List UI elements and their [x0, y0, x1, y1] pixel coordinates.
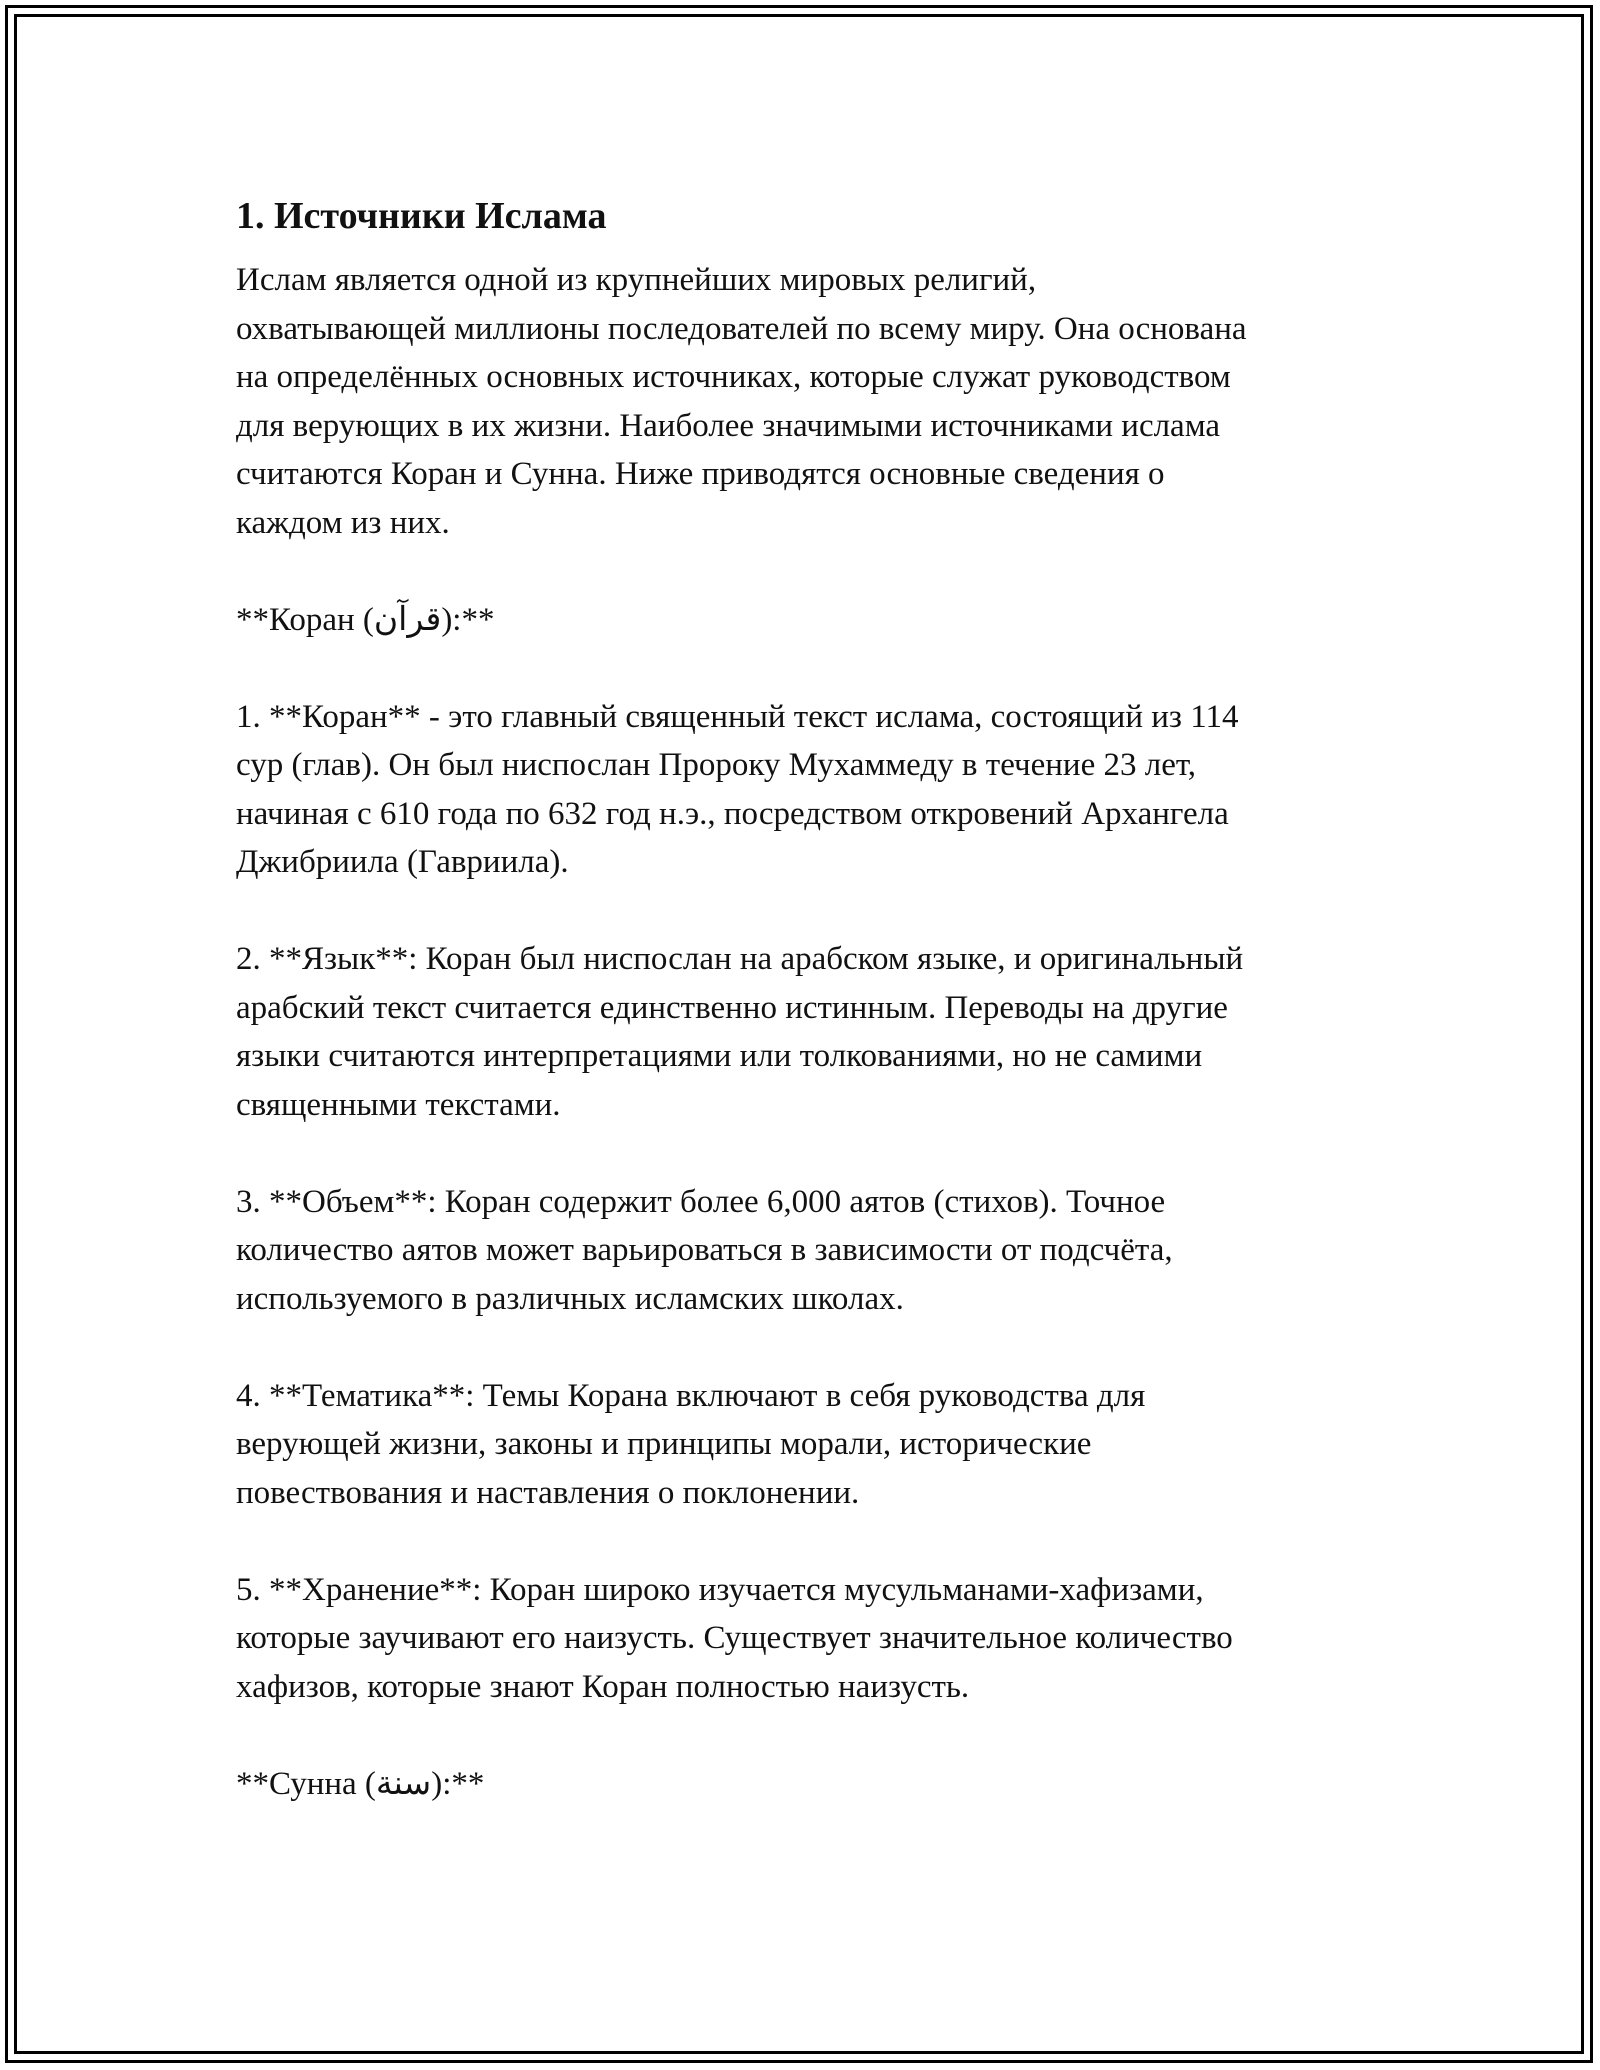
document-title: 1. Источники Ислама — [236, 195, 607, 237]
sunna-heading: **Сунна (سنة):** — [236, 1765, 485, 1802]
paragraph-spacer — [236, 1129, 1396, 1178]
list-item-language: 2. **Язык**: Коран был ниспослан на арабском языке, и оригинальный арабский текст считается единственно истинным. Переводы на другие языки считаются интерпретациями или толкованиями, но не самими священными текстами. — [236, 941, 1244, 1123]
intro-paragraph: Ислам является одной из крупнейших мировых религий, охватывающей миллионы последователей по всему миру. Она основана на определённых основных источниках, которые служат руководством для верующих в их жизни. Наиболее значимыми источниками ислама считаются Коран и Сунна. Ниже приводятся основные сведения о каждом из них. — [236, 262, 1247, 541]
paragraph-spacer — [236, 547, 1396, 596]
list-item-quran: 1. **Коран** - это главный священный текст ислама, состоящий из 114 сур (глав). Он был ниспослан Пророку Мухаммеду в течение 23 лет, начиная с 610 года по 632 год н.э., посредством откровений Архангела Джибриила (Гавриила). — [236, 698, 1239, 880]
quran-heading: **Коран (قرآن):** — [236, 601, 495, 638]
paragraph-spacer — [236, 1711, 1396, 1760]
list-item-topics: 4. **Тематика**: Темы Корана включают в себя руководства для верующей жизни, законы и принципы морали, исторические повествования и наставления о поклонении. — [236, 1377, 1146, 1511]
paragraph-spacer — [236, 1517, 1396, 1566]
paragraph-spacer — [236, 644, 1396, 693]
paragraph-spacer — [236, 1323, 1396, 1372]
list-item-preservation: 5. **Хранение**: Коран широко изучается мусульманами-хафизами, которые заучивают его наизусть. Существует значительное количество хафизов, которые знают Коран полностью наизусть. — [236, 1571, 1233, 1705]
paragraph-spacer — [236, 887, 1396, 936]
list-item-volume: 3. **Объем**: Коран содержит более 6,000 аятов (стихов). Точное количество аятов может варьироваться в зависимости от подсчёта, используемого в различных исламских школах. — [236, 1183, 1173, 1317]
document-body — [236, 188, 1396, 1808]
